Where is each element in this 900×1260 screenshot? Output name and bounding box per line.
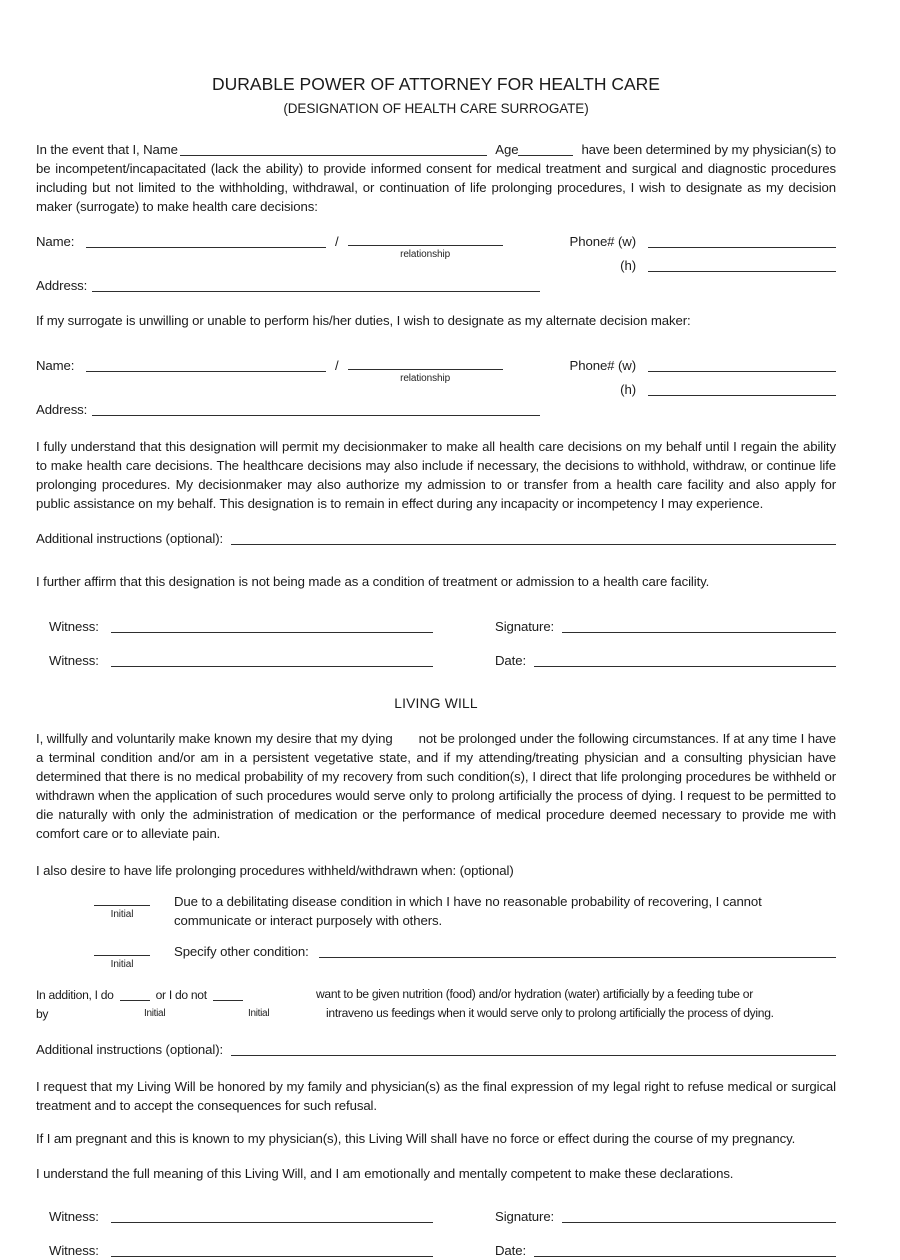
alternate-relationship-blank xyxy=(348,356,503,370)
witness-date-row xyxy=(49,651,836,670)
initial-label: Initial xyxy=(110,909,134,920)
surrogate-phone-home-blank xyxy=(648,258,836,272)
debilitating-condition-row xyxy=(94,892,836,930)
intro-section xyxy=(36,140,836,216)
date-field xyxy=(495,1241,836,1260)
witness-field xyxy=(49,651,433,670)
alternate-address-row xyxy=(36,400,836,419)
nutrition-text-line2: intraveno us feedings when it would serve only to prolong artificially the process of dying. xyxy=(326,1006,774,1020)
additional-instructions-row xyxy=(36,529,836,548)
nutrition-text-column xyxy=(316,985,836,1024)
date-blank xyxy=(534,1243,836,1257)
signature-field xyxy=(495,1207,836,1226)
witness-blank xyxy=(111,1209,433,1223)
surrogate-address-row xyxy=(36,276,836,295)
living-will-witness-block xyxy=(36,1207,836,1260)
document-header xyxy=(36,74,836,118)
additional-instructions-blank xyxy=(231,1042,836,1056)
phone-column xyxy=(568,356,836,399)
date-blank xyxy=(534,653,836,667)
witness-label: Witness: xyxy=(49,653,99,668)
document-page xyxy=(0,74,900,1258)
additional-instructions-row xyxy=(36,1040,836,1059)
date-label: Date: xyxy=(495,1243,527,1258)
understanding-paragraph: I fully understand that this designation will permit my decisionmaker to make all health care decisions on my behalf until I regain the ability to make health care decisions. The healthcare decisions may also include if necessary, the decisions to withhold, withdraw, or continue life prolonging procedures. My decisionmaker may also authorize my admission to or transfer from a health care facility and also apply for public assistance on my behalf. This designation is to remain in effect during any incapacity or incompetency I may experience. xyxy=(36,439,836,511)
intro-tail-text: have been determined by my physician(s) to xyxy=(581,142,836,157)
debilitating-condition-text: Due to a debilitating disease condition in which I have no reasonable probability of recovering, I cannot communicate or interact purposely with others. xyxy=(174,894,762,928)
initial-label: Initial xyxy=(248,1008,270,1019)
address-label: Address: xyxy=(36,278,88,293)
witness-signature-row xyxy=(49,1207,836,1226)
phone-work-label: Phone# (w) xyxy=(569,234,636,249)
witness-label: Witness: xyxy=(49,1243,99,1258)
initial-column xyxy=(94,892,150,921)
witness-label: Witness: xyxy=(49,619,99,634)
initial-column xyxy=(94,942,150,971)
alternate-phone-home-blank xyxy=(648,382,836,396)
nutrition-text-line1: want to be given nutrition (food) and/or hydration (water) artificially by a feeding tube or xyxy=(316,987,753,1001)
phone-work-label: Phone# (w) xyxy=(569,358,636,373)
nutrition-choice-column xyxy=(36,985,290,1024)
alternate-name-blank xyxy=(86,358,326,372)
witness-field xyxy=(49,1241,433,1260)
phone-work-row xyxy=(568,356,836,375)
declaration-lead: I, willfully and voluntarily make known my desire that my dying xyxy=(36,731,393,746)
relationship-label: relationship xyxy=(400,249,451,260)
alternate-address-blank xyxy=(92,402,540,416)
witness-field xyxy=(49,617,433,636)
additional-instructions-label: Additional instructions (optional): xyxy=(36,531,224,546)
doc-title: DURABLE POWER OF ATTORNEY FOR HEALTH CARE xyxy=(212,74,660,94)
age-blank xyxy=(518,142,573,156)
surrogate-relationship-blank xyxy=(348,232,503,246)
living-will-declaration xyxy=(36,729,836,843)
alternate-intro: If my surrogate is unwilling or unable to perform his/her duties, I wish to designate as my alternate decision maker: xyxy=(36,313,691,328)
do-initial-blank xyxy=(120,987,150,1001)
phone-home-row xyxy=(568,380,836,399)
competence-paragraph: I understand the full meaning of this Living Will, and I am emotionally and mentally competent to make these declarations. xyxy=(36,1166,734,1181)
nutrition-lead: In addition, I do xyxy=(36,988,114,1002)
initial-blank xyxy=(94,942,150,956)
surrogate-phone-work-blank xyxy=(648,234,836,248)
intro-body: be incompetent/incapacitated (lack the ability) to provide informed consent for medical treatment and surgical and diagnostic procedures including but not limited to the withholding, withdrawal, or continuation of life prolonging procedures, I wish to designate as my decision maker (surrogate) to make health care decisions: xyxy=(36,161,836,214)
signature-field xyxy=(495,617,836,636)
optional-conditions-intro: I also desire to have life prolonging procedures withheld/withdrawn when: (optional) xyxy=(36,863,514,878)
surrogate-designee-block xyxy=(36,232,836,295)
relationship-slash: / xyxy=(335,234,339,249)
phone-work-row xyxy=(568,232,836,251)
by-label: by xyxy=(36,1007,49,1021)
designation-witness-block xyxy=(36,617,836,670)
intro-line xyxy=(36,140,836,159)
witness-date-row xyxy=(49,1241,836,1260)
relationship-label: relationship xyxy=(400,373,451,384)
witness-blank xyxy=(111,653,433,667)
address-label: Address: xyxy=(36,402,88,417)
name-label: Name: xyxy=(36,234,75,249)
declaration-tail: not be prolonged under the following circumstances. If at any time I have a terminal condition and/or am in a persistent vegetative state, and if my attending/treating physician and a consulting physician have determined that there is no medical probability of my recovery from such condition(s), I direct that life prolonging procedures be withheld or withdrawn when the application of such procedures would serve only to prolong artificially the process of dying. I request to be permitted to die naturally with only the administration of medication or the performance of medical procedure deemed necessary to provide me with comfort care or to alleviate pain. xyxy=(36,731,836,841)
witness-field xyxy=(49,1207,433,1226)
date-field xyxy=(495,651,836,670)
witness-label: Witness: xyxy=(49,1209,99,1224)
phone-column xyxy=(568,232,836,275)
declarant-name-blank xyxy=(180,142,487,156)
relationship-column xyxy=(348,232,503,261)
age-label: Age xyxy=(495,142,519,157)
initial-label: Initial xyxy=(144,1008,166,1019)
witness-blank xyxy=(111,619,433,633)
additional-instructions-blank xyxy=(231,531,836,545)
witness-signature-row xyxy=(49,617,836,636)
relationship-column xyxy=(348,356,503,385)
signature-label: Signature: xyxy=(495,1209,555,1224)
specify-condition-label: Specify other condition: xyxy=(174,944,309,959)
pregnancy-paragraph: If I am pregnant and this is known to my physician(s), this Living Will shall have no force or effect during the course of my pregnancy. xyxy=(36,1131,796,1146)
specify-condition-row xyxy=(94,942,836,971)
initial-blank xyxy=(94,892,150,906)
request-paragraph: I request that my Living Will be honored by my family and physician(s) as the final expression of my legal right to refuse medical or surgical treatment and to accept the consequences for such refusal. xyxy=(36,1079,836,1113)
doc-subtitle: (DESIGNATION OF HEALTH CARE SURROGATE) xyxy=(283,101,589,116)
surrogate-name-row xyxy=(36,232,836,276)
alternate-name-row xyxy=(36,356,836,400)
or-do-not-label: or I do not xyxy=(155,988,207,1002)
signature-blank xyxy=(562,1209,836,1223)
intro-lead-text: In the event that I, Name xyxy=(36,142,178,157)
specify-condition-blank xyxy=(319,944,836,958)
specify-condition-field xyxy=(174,942,836,961)
affirmation-paragraph: I further affirm that this designation is not being made as a condition of treatment or admission to a health care facility. xyxy=(36,574,710,589)
surrogate-address-blank xyxy=(92,278,540,292)
additional-instructions-label: Additional instructions (optional): xyxy=(36,1042,224,1057)
signature-blank xyxy=(562,619,836,633)
alternate-designee-block xyxy=(36,356,836,419)
do-not-initial-blank xyxy=(213,987,243,1001)
living-will-heading: LIVING WILL xyxy=(394,696,478,711)
signature-label: Signature: xyxy=(495,619,555,634)
witness-blank xyxy=(111,1243,433,1257)
alternate-phone-work-blank xyxy=(648,358,836,372)
phone-home-label: (h) xyxy=(620,258,636,273)
name-label: Name: xyxy=(36,358,75,373)
relationship-slash: / xyxy=(335,358,339,373)
nutrition-by-row xyxy=(36,1005,290,1024)
initial-label: Initial xyxy=(110,959,134,970)
nutrition-hydration-section xyxy=(36,985,836,1024)
phone-home-row xyxy=(568,256,836,275)
surrogate-name-blank xyxy=(86,234,326,248)
nutrition-choice-row xyxy=(36,985,290,1005)
date-label: Date: xyxy=(495,653,527,668)
document-content xyxy=(0,74,900,1260)
phone-home-label: (h) xyxy=(620,382,636,397)
